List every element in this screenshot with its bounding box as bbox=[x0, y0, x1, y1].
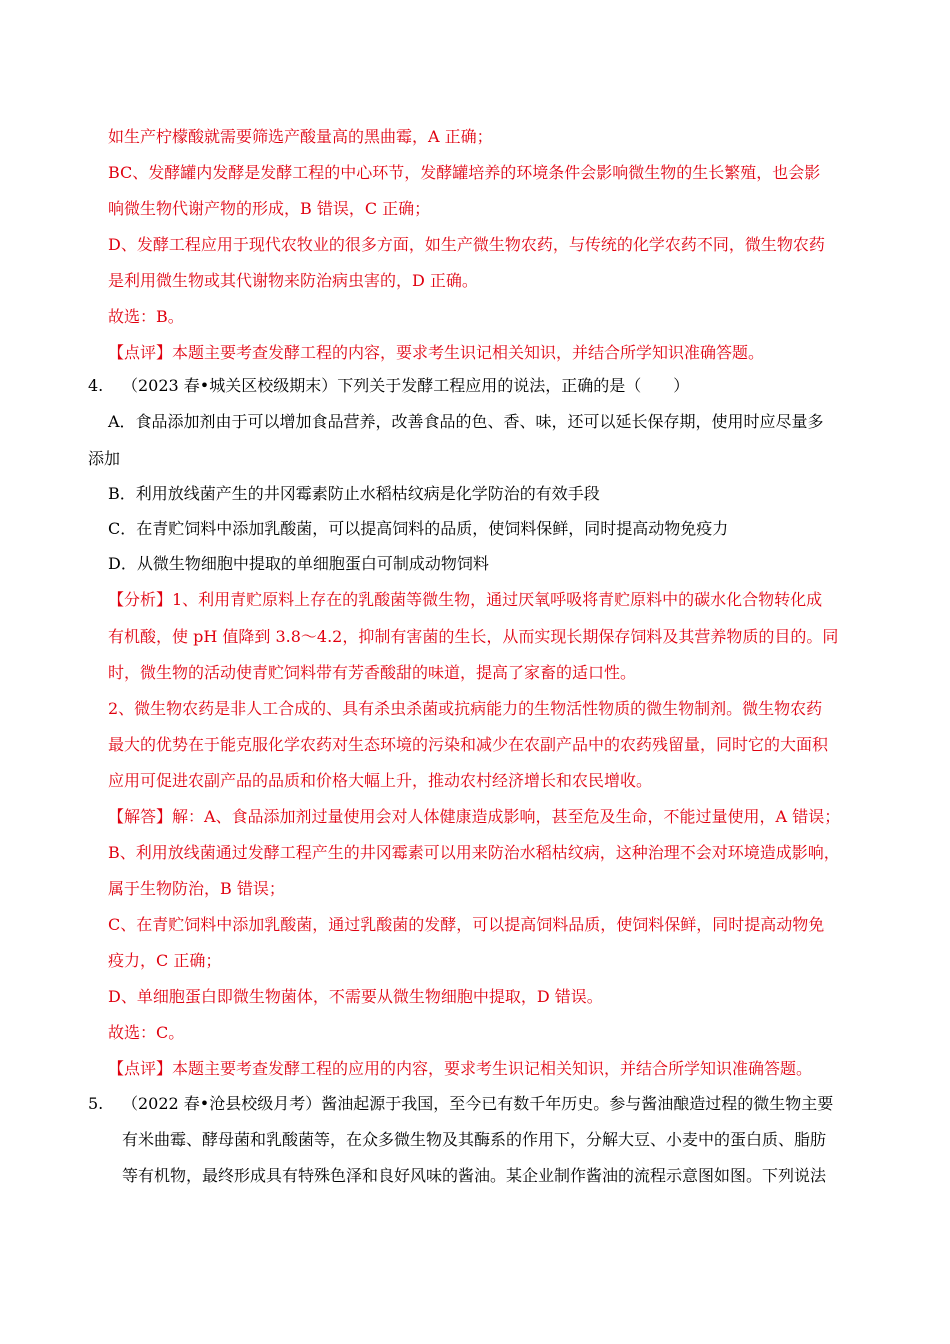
q4-analysis-line-1: 【分析】1、利用青贮原料上存在的乳酸菌等微生物，通过厌氧呼吸将青贮原料中的碳水化合物转化成 bbox=[108, 590, 823, 609]
q4-answer-line-5: 疫力，C 正确； bbox=[108, 951, 222, 970]
q4-answer-line-6: D、单细胞蛋白即微生物菌体，不需要从微生物细胞中提取，D 错误。 bbox=[108, 987, 603, 1006]
q4-number: 4. bbox=[88, 376, 104, 395]
q5-stem-line-1: （2022 春•沧县校级月考）酱油起源于我国，至今已有数千年历史。参与酱油酿造过程的微生物主要 bbox=[122, 1094, 834, 1113]
q4-stem: （2023 春•城关区校级期末）下列关于发酵工程应用的说法，正确的是（ ） bbox=[122, 376, 690, 395]
q5-stem-line-3: 等有机物，最终形成具有特殊色泽和良好风味的酱油。某企业制作酱油的流程示意图如图。下列说法 bbox=[122, 1166, 827, 1185]
q4-option-b: B．利用放线菌产生的井冈霉素防止水稻枯纹病是化学防治的有效手段 bbox=[108, 484, 600, 503]
q4-comment: 【点评】本题主要考查发酵工程的应用的内容，要求考生识记相关知识，并结合所学知识准确答题。 bbox=[108, 1059, 813, 1078]
q3-answer-line-3: 响微生物代谢产物的形成，B 错误，C 正确； bbox=[108, 199, 431, 218]
q4-analysis-line-6: 应用可促进农副产品的品质和价格大幅上升，推动农村经济增长和农民增收。 bbox=[108, 771, 653, 790]
q4-analysis-line-3: 时，微生物的活动使青贮饲料带有芳香酸甜的味道，提高了家畜的适口性。 bbox=[108, 663, 637, 682]
q4-analysis-line-5: 最大的优势在于能克服化学农药对生态环境的污染和减少在农副产品中的农药残留量，同时它的大面积 bbox=[108, 735, 829, 754]
q4-analysis-line-4: 2、微生物农药是非人工合成的、具有杀虫杀菌或抗病能力的生物活性物质的微生物制剂。微生物农药 bbox=[108, 699, 823, 718]
q4-answer-line-4: C、在青贮饲料中添加乳酸菌，通过乳酸菌的发酵，可以提高饲料品质，使饲料保鲜，同时提高动物免 bbox=[108, 915, 825, 934]
q3-comment: 【点评】本题主要考查发酵工程的内容，要求考生识记相关知识，并结合所学知识准确答题。 bbox=[108, 343, 765, 362]
q3-answer-line-2: BC、发酵罐内发酵是发酵工程的中心环节，发酵罐培养的环境条件会影响微生物的生长繁殖，也会影 bbox=[108, 163, 821, 182]
q5-stem-line-2: 有米曲霉、酵母菌和乳酸菌等，在众多微生物及其酶系的作用下，分解大豆、小麦中的蛋白质、脂肪 bbox=[122, 1130, 827, 1149]
q3-answer-line-1: 如生产柠檬酸就需要筛选产酸量高的黑曲霉，A 正确； bbox=[108, 127, 493, 146]
q5-number: 5. bbox=[88, 1094, 104, 1113]
q4-choice: 故选：C。 bbox=[108, 1023, 185, 1042]
q3-choice: 故选：B。 bbox=[108, 307, 184, 326]
q3-answer-line-4: D、发酵工程应用于现代农牧业的很多方面，如生产微生物农药，与传统的化学农药不同，微生物农药 bbox=[108, 235, 825, 254]
q4-analysis-line-2: 有机酸，使 pH 值降到 3.8～4.2，抑制有害菌的生长，从而实现长期保存饲料及其营养物质的目的。同 bbox=[108, 627, 839, 646]
q4-answer-line-2: B、利用放线菌通过发酵工程产生的井冈霉素可以用来防治水稻枯纹病，这种治理不会对环境造成影响， bbox=[108, 843, 840, 862]
q4-answer-line-1: 【解答】解：A、食品添加剂过量使用会对人体健康造成影响，甚至危及生命，不能过量使用，A 错误； bbox=[108, 807, 841, 826]
q3-answer-line-5: 是利用微生物或其代谢物来防治病虫害的，D 正确。 bbox=[108, 271, 478, 290]
q4-option-c: C．在青贮饲料中添加乳酸菌，可以提高饲料的品质，使饲料保鲜，同时提高动物免疫力 bbox=[108, 519, 729, 538]
q4-option-d: D．从微生物细胞中提取的单细胞蛋白可制成动物饲料 bbox=[108, 554, 489, 573]
q4-option-a-line-1: A．食品添加剂由于可以增加食品营养，改善食品的色、香、味，还可以延长保存期，使用时应尽量多 bbox=[108, 412, 824, 431]
q4-option-a-line-2: 添加 bbox=[88, 449, 121, 468]
q4-answer-line-3: 属于生物防治，B 错误； bbox=[108, 879, 285, 898]
